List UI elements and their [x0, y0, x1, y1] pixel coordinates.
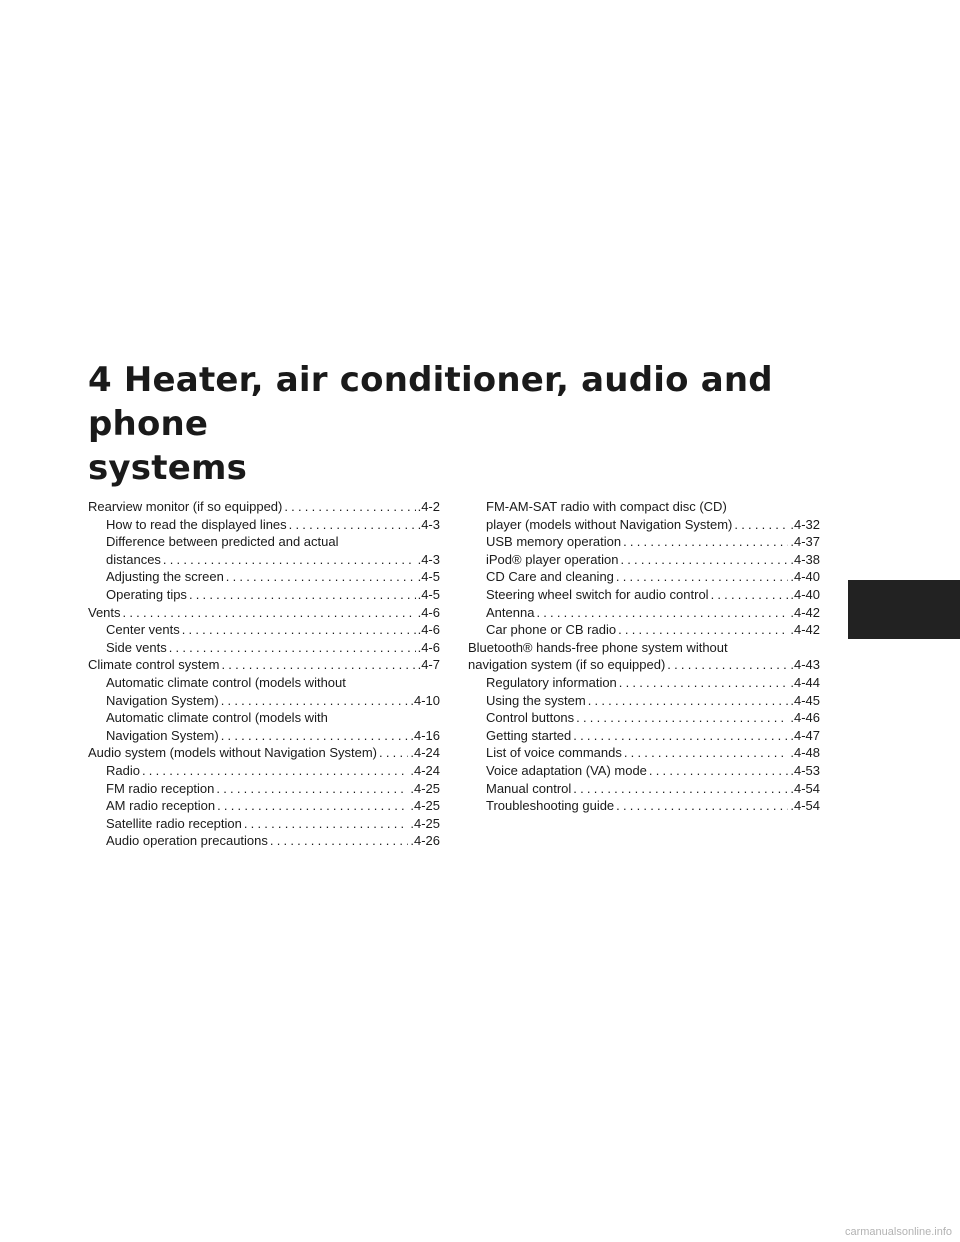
toc-entry-continued[interactable]: Automatic climate control (models without — [106, 674, 346, 690]
toc-entry-label: Satellite radio reception — [106, 815, 242, 831]
toc-page-number: .4-46 — [790, 710, 820, 726]
toc-page-number: .4-37 — [790, 534, 820, 550]
toc-leader-dots — [620, 551, 788, 569]
toc-page-number: .4-40 — [790, 569, 820, 585]
toc-page-number: .4-38 — [790, 551, 820, 567]
toc-page-number: .4-25 — [410, 798, 440, 814]
toc-page-number: .4-26 — [410, 833, 440, 849]
toc-leader-dots — [616, 568, 788, 586]
toc-leader-dots — [270, 832, 408, 850]
toc-entry[interactable] — [468, 709, 820, 727]
toc-leader-dots — [163, 551, 416, 569]
toc-entry[interactable] — [88, 586, 440, 604]
chapter-tab-marker — [848, 580, 960, 639]
toc-entry-continued[interactable]: Bluetooth® hands-free phone system without — [468, 639, 728, 655]
toc-page-number: .4-16 — [410, 727, 440, 743]
toc-entry-label: FM radio reception — [106, 780, 215, 796]
toc-entry-label: Navigation System) — [106, 692, 219, 708]
toc-page-number: .4-6 — [417, 604, 440, 620]
toc-entry[interactable] — [468, 516, 820, 534]
toc-entry-label: Voice adaptation (VA) mode — [486, 762, 647, 778]
toc-page-number: .4-54 — [790, 798, 820, 814]
toc-entry-label: AM radio reception — [106, 798, 216, 814]
toc-entry-label: Audio system (models without Navigation System) — [88, 745, 378, 761]
toc-entry[interactable] — [468, 656, 820, 674]
toc-leader-dots — [588, 692, 789, 710]
toc-entry-label: Troubleshooting guide — [486, 798, 615, 814]
toc-entry[interactable] — [88, 832, 440, 850]
toc-leader-dots — [226, 568, 416, 586]
toc-entry[interactable] — [88, 568, 440, 586]
toc-leader-dots — [169, 639, 416, 657]
toc-page-number: .4-45 — [790, 692, 820, 708]
toc-entry[interactable] — [468, 568, 820, 586]
toc-left-column — [88, 498, 440, 850]
toc-page-number: .4-25 — [410, 815, 440, 831]
chapter-title-line1: 4 Heater, air conditioner, audio and phone — [88, 360, 773, 444]
toc-entry-label: navigation system (if so equipped) — [468, 657, 666, 673]
toc-entry-label: Audio operation precautions — [106, 833, 268, 849]
toc-entry[interactable] — [88, 656, 440, 674]
toc-entry[interactable] — [468, 674, 820, 692]
toc-entry[interactable] — [468, 692, 820, 710]
toc-page-number: .4-7 — [417, 657, 440, 673]
toc-entry[interactable] — [88, 797, 440, 815]
toc-entry-label: Regulatory information — [486, 674, 617, 690]
toc-entry[interactable] — [468, 744, 820, 762]
toc-page-number: .4-25 — [410, 780, 440, 796]
toc-entry-label: Climate control system — [88, 657, 220, 673]
toc-entry-label: Manual control — [486, 780, 572, 796]
toc-page-number: .4-48 — [790, 745, 820, 761]
toc-entry-label: Adjusting the screen — [106, 569, 224, 585]
toc-leader-dots — [619, 674, 789, 692]
toc-leader-dots — [379, 744, 408, 762]
toc-entry[interactable] — [88, 744, 440, 762]
toc-entry-label: Using the system — [486, 692, 586, 708]
toc-leader-dots — [221, 727, 409, 745]
toc-entry[interactable] — [468, 797, 820, 815]
toc-entry[interactable] — [468, 780, 820, 798]
toc-entry[interactable] — [88, 639, 440, 657]
chapter-title-line2: systems — [88, 448, 248, 488]
toc-entry-label: How to read the displayed lines — [106, 516, 287, 532]
toc-entry[interactable] — [468, 727, 820, 745]
toc-page-number: .4-24 — [410, 745, 440, 761]
toc-entry-continued[interactable]: FM-AM-SAT radio with compact disc (CD) — [486, 499, 727, 514]
toc-leader-dots — [624, 744, 789, 762]
toc-entry-label: List of voice commands — [486, 745, 622, 761]
toc-entry-label: Navigation System) — [106, 727, 219, 743]
toc-page-number: .4-47 — [790, 727, 820, 743]
toc-entry-label: player (models without Navigation System) — [486, 516, 733, 532]
toc-entry[interactable] — [88, 551, 440, 569]
toc-entry-label: CD Care and cleaning — [486, 569, 614, 585]
toc-leader-dots — [576, 709, 788, 727]
toc-entry-continued[interactable]: Difference between predicted and actual — [106, 534, 339, 550]
toc-leader-dots — [649, 762, 788, 780]
toc-entry-label: iPod® player operation — [486, 551, 619, 567]
toc-page-number: .4-32 — [790, 516, 820, 532]
toc-entry-label: Control buttons — [486, 710, 575, 726]
toc-entry[interactable] — [88, 727, 440, 745]
toc-leader-dots — [616, 797, 788, 815]
toc-leader-dots — [221, 692, 409, 710]
toc-leader-dots — [289, 516, 416, 534]
toc-entry-label: Getting started — [486, 727, 572, 743]
toc-entry-label: Side vents — [106, 639, 167, 655]
chapter-title — [88, 358, 888, 490]
toc-page-number: .4-3 — [417, 551, 440, 567]
toc-entry-label: Radio — [106, 762, 140, 778]
toc-entry-label: Antenna — [486, 604, 535, 620]
toc-leader-dots — [667, 656, 788, 674]
toc-entry-label: Vents — [88, 604, 121, 620]
toc-entry-label: Steering wheel switch for audio control — [486, 586, 709, 602]
toc-page-number: .4-5 — [417, 569, 440, 585]
toc-leader-dots — [573, 727, 788, 745]
toc-entry[interactable] — [468, 551, 820, 569]
toc-page-number: .4-44 — [790, 674, 820, 690]
toc-entry-label: Center vents — [106, 622, 180, 638]
toc-entry[interactable] — [468, 604, 820, 622]
toc-entry[interactable] — [468, 762, 820, 780]
toc-leader-dots — [284, 498, 415, 516]
toc-leader-dots — [189, 586, 416, 604]
toc-leader-dots — [536, 604, 788, 622]
toc-leader-dots — [123, 604, 416, 622]
toc-page-number: .4-10 — [410, 692, 440, 708]
toc-entry[interactable] — [468, 586, 820, 604]
toc-entry[interactable] — [88, 692, 440, 710]
toc-entry-label: Operating tips — [106, 586, 187, 602]
toc-leader-dots — [221, 656, 415, 674]
toc-page-number: .4-2 — [417, 499, 440, 514]
toc-page-number: .4-6 — [417, 639, 440, 655]
toc-right-column — [468, 498, 820, 815]
toc-entry-label: USB memory operation — [486, 534, 622, 550]
toc-leader-dots — [734, 516, 788, 534]
toc-entry[interactable] — [88, 516, 440, 534]
toc-entry[interactable] — [88, 621, 440, 639]
toc-leader-dots — [711, 586, 789, 604]
toc-leader-dots — [217, 797, 408, 815]
toc-page-number: .4-3 — [417, 516, 440, 532]
toc-leader-dots — [623, 533, 788, 551]
toc-page-number: .4-42 — [790, 622, 820, 638]
toc-page-number: .4-6 — [417, 622, 440, 638]
toc-leader-dots — [142, 762, 408, 780]
toc-leader-dots — [216, 780, 408, 798]
toc-leader-dots — [618, 621, 788, 639]
toc-entry[interactable] — [88, 780, 440, 798]
toc-page-number: .4-40 — [790, 586, 820, 602]
footer-watermark: carmanualsonline.info — [844, 1226, 952, 1238]
toc-leader-dots — [244, 815, 409, 833]
toc-entry-label: Car phone or CB radio — [486, 622, 617, 638]
toc-page-number: .4-24 — [410, 762, 440, 778]
toc-entry[interactable] — [88, 498, 440, 516]
toc-page-number: .4-5 — [417, 586, 440, 602]
toc-entry[interactable] — [88, 604, 440, 622]
toc-entry[interactable] — [88, 815, 440, 833]
toc-page-number: .4-54 — [790, 780, 820, 796]
toc-entry[interactable] — [88, 762, 440, 780]
toc-entry-label: Rearview monitor (if so equipped) — [88, 499, 283, 514]
toc-leader-dots — [573, 780, 788, 798]
toc-leader-dots — [182, 621, 416, 639]
toc-entry-continued[interactable]: Automatic climate control (models with — [106, 710, 328, 726]
toc-page-number: .4-43 — [790, 657, 820, 673]
toc-entry-label: distances — [106, 551, 161, 567]
toc-page-number: .4-42 — [790, 604, 820, 620]
toc-entry[interactable] — [468, 533, 820, 551]
toc-entry[interactable] — [468, 621, 820, 639]
toc-page-number: .4-53 — [790, 762, 820, 778]
